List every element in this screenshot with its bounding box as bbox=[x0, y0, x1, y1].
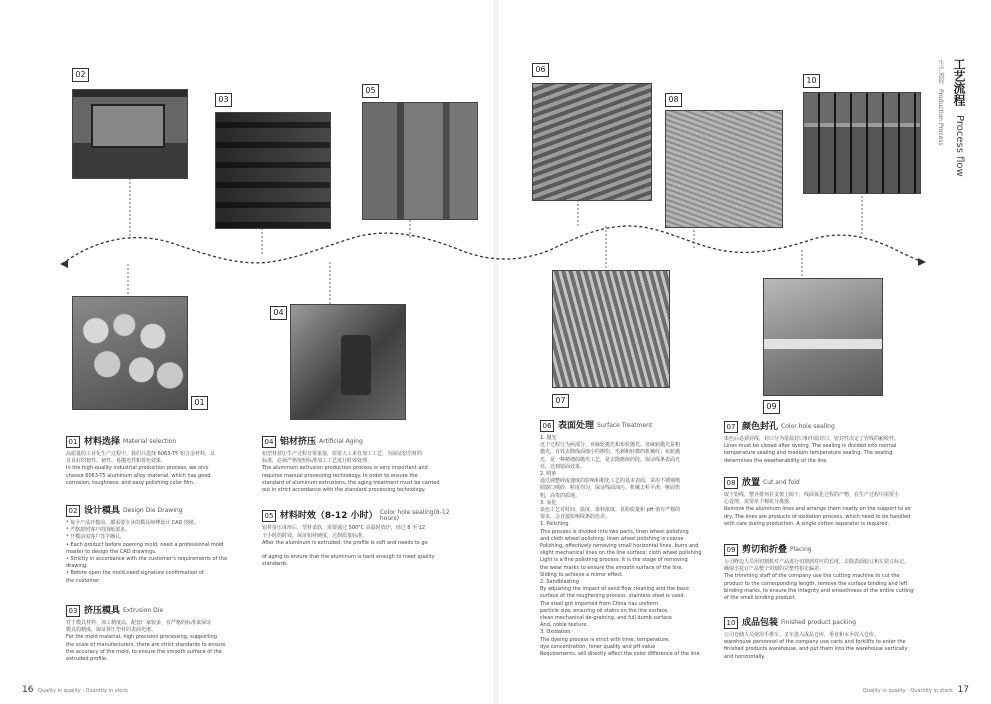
step-text-line: corrosion, toughness, and easy polishing color film. bbox=[66, 479, 195, 486]
step-text-line: In the high-quality industrial production process, we only bbox=[66, 465, 209, 472]
step-title-cn: 铝材挤压 bbox=[280, 436, 317, 447]
step-08 bbox=[724, 477, 932, 528]
step-text-line: For the mold material, high precision processing, supporting bbox=[66, 634, 218, 641]
step-text-line: 心处理，需要单个棉花分离器。 bbox=[724, 499, 795, 506]
step-text-line: extruded profile. bbox=[66, 656, 108, 663]
step-title-en: Cut and fold bbox=[763, 478, 800, 486]
step-text-line: with care during production. A single cotton separator is required. bbox=[724, 520, 890, 527]
step-header bbox=[262, 436, 470, 448]
photo-number-10: 10 bbox=[803, 74, 820, 88]
step-text-line: 公司修边人员用切割机对产品进行切割到对应的长度，去除表面胶订和左装订标记， bbox=[724, 559, 910, 565]
step-text-line: and horizontally. bbox=[724, 653, 766, 660]
step-text-line: The dyeing process is strict with time, temperature, bbox=[540, 636, 670, 643]
step-text-line: 抛光，有效去除线面细小的擦伤，毛刺和轻微的机械纹；布轮抛 bbox=[540, 449, 681, 456]
step-text-line: the customer. bbox=[66, 577, 101, 584]
photo-number-08: 08 bbox=[665, 93, 682, 107]
step-number: 02 bbox=[66, 505, 80, 517]
step-text-line: 3. Oxidation bbox=[540, 629, 571, 636]
step-header bbox=[262, 510, 470, 522]
step-text-line: clean mechanical de-graining, and full dumb surface bbox=[540, 615, 672, 622]
step-title-en: Finished product packing bbox=[781, 618, 857, 626]
photo-number-01: 01 bbox=[191, 396, 208, 410]
step-title-en: Surface Treatment bbox=[597, 421, 653, 429]
step-text-line: temperature sealing and medium temperature sealing. The sealing bbox=[724, 450, 893, 457]
step-text-line: of the small binding product. bbox=[724, 595, 797, 602]
timeline-arrow-left bbox=[60, 260, 68, 268]
step-07 bbox=[724, 421, 932, 465]
step-text-line: The steel grit imported from China has uniform bbox=[540, 600, 659, 607]
step-text-line: Sliding to achieve a mirror effect. bbox=[540, 571, 624, 578]
step-title-cn: 表面处理 bbox=[558, 420, 595, 431]
step-text-line: 光，是一种精细的抛光工艺，是去除磨痕的段，保证线条表面光 bbox=[540, 456, 681, 463]
step-04 bbox=[262, 436, 470, 494]
step-text-line: 确保小装订产品整个切割的完整性相无偏差。 bbox=[724, 566, 825, 573]
step-title-cn: 设计模具 bbox=[84, 505, 121, 516]
step-title-cn: 材料时效（8-12 小时） bbox=[279, 511, 378, 522]
step-text-line: master to design the CAD drawings. bbox=[66, 548, 157, 555]
photo-number-05: 05 bbox=[362, 84, 379, 98]
step-text-line: Polishing, effectively removing small horizontal lines, burrs and bbox=[540, 543, 699, 550]
step-09 bbox=[724, 544, 932, 602]
step-header bbox=[66, 605, 242, 617]
step-text-line: 公司仓储人员使用手推车、叉车进入成品仓库，垂直和水平放入仓库。 bbox=[724, 632, 880, 638]
step-number: 06 bbox=[540, 420, 554, 432]
step-title-en: Placing bbox=[790, 545, 812, 553]
step-number: 09 bbox=[724, 544, 738, 556]
step-text-line: Lines must be closed after dyeing. The sealing is divided into normal bbox=[724, 443, 897, 450]
step-text-line: standards bbox=[262, 561, 287, 568]
step-title-cn: 材料选择 bbox=[84, 436, 121, 447]
step-number: 10 bbox=[724, 617, 738, 629]
photo-number-03: 03 bbox=[215, 93, 232, 107]
step-text-line: 铝型材挤压生产过程非常重要，需要人工来自加工工艺，为保证铝型材的 bbox=[262, 451, 423, 457]
title-cn: 工艺流程 bbox=[952, 58, 966, 106]
step-text-line: the wear marks to ensure the smooth surface of the line. bbox=[540, 564, 683, 571]
step-text-line: slight mechanical lines on the line surface; cloth wheel polishing bbox=[540, 550, 702, 557]
step-text-line: warehouse personnel of the company use carts and forklifts to enter the bbox=[724, 639, 906, 646]
step-text-line: • Strictly in accordance with the customer's requirements of the bbox=[66, 556, 228, 563]
step-text-line: binding marks, to ensure the integrity and smoothness of the entire cutting bbox=[724, 587, 914, 594]
sealing-line-photo bbox=[665, 110, 783, 228]
step-text-line: of aging to ensure that the aluminum is hard enough to meet quality bbox=[262, 554, 435, 561]
step-text-line: 取下铝线，整齐排列在支架上晾干，线面氧化过程的产物，在生产过程中需要小 bbox=[724, 492, 900, 498]
step-title-en: Artificial Aging bbox=[319, 437, 363, 445]
step-text-line: 1. 抛光 bbox=[540, 435, 557, 441]
step-text-line bbox=[262, 547, 470, 553]
step-text-line: 1. Polishing bbox=[540, 521, 569, 528]
step-text-line: 通过调整砂流速度的影响和粗化工艺的基本表面，采用不锈钢喷 bbox=[540, 478, 681, 485]
step-text-line: 2. 喷砂 bbox=[540, 471, 557, 478]
step-text-line: After the aluminum is extruded, the profile is soft and needs to go bbox=[262, 539, 428, 546]
step-text-line: The aluminum extrusion production process is very important and bbox=[262, 465, 428, 472]
step-text-line: Remove the aluminum lines and arrange them neatly on the support to air bbox=[724, 506, 912, 513]
step-text-line: 这个过程分为两部分，亚麻轮抛光和布轮抛光。亚麻轮抛光是粗 bbox=[540, 442, 681, 449]
page-number-left: 16 bbox=[22, 685, 34, 695]
step-text-line: 铝材挤压成形后，型材柔软，需要通过 500°C 高温时效炉，经过 8 至 12 bbox=[262, 525, 426, 532]
step-header bbox=[66, 505, 242, 517]
step-text-line: dry. The lines are products of oxidation process, which need to be handled bbox=[724, 513, 911, 520]
step-text-line: 粗，高贵的质地。 bbox=[540, 492, 581, 499]
step-text-line: 高质量的工业化生产过程中，我们只选择 6063-T5 铝合金材料，具 bbox=[66, 451, 215, 457]
step-text-line: requires manual processing technology. In order to ensure the bbox=[262, 472, 418, 479]
page-title bbox=[949, 58, 969, 177]
step-text-line: • Before open the mold.need signature confirmation of bbox=[66, 570, 204, 577]
step-title-en: Material selection bbox=[123, 437, 177, 445]
step-header bbox=[724, 544, 932, 556]
mold-rack-photo bbox=[215, 112, 331, 229]
extrusion-machine-photo bbox=[290, 304, 406, 420]
step-text-line: product to the corresponding length, remove the surface binding and left bbox=[724, 580, 908, 587]
step-text-line: * 严格按照客户的图纸要求。 bbox=[66, 527, 131, 534]
footer-left-text: Quality in quality · Quantity in stock bbox=[38, 688, 129, 694]
step-text-line: particle size, ensuring oil stains on the line surface, bbox=[540, 607, 669, 614]
step-03 bbox=[66, 605, 242, 663]
step-text-line: the scale of manufacturers, there are strict standards to ensure bbox=[66, 641, 226, 648]
step-header bbox=[724, 421, 932, 433]
aluminum-billets-photo bbox=[72, 296, 188, 410]
step-number: 04 bbox=[262, 436, 276, 448]
footer-right bbox=[863, 685, 969, 695]
step-text-line: and cloth wheel polishing, linen wheel polishing is coarse bbox=[540, 535, 684, 542]
step-number: 03 bbox=[66, 605, 80, 617]
step-text-line: choose 6063-T5 aluminum alloy material, which has good bbox=[66, 472, 211, 479]
step-text-line: 个小时的时效，保证铝材硬度，达到质量标准。 bbox=[262, 532, 368, 539]
photo-number-02: 02 bbox=[72, 68, 89, 82]
step-02 bbox=[66, 505, 242, 585]
step-text-line: surface of the roughening process, stainless steel is used. bbox=[540, 593, 686, 600]
subtitle-en: Production Process bbox=[937, 88, 944, 146]
warehouse-photo bbox=[803, 92, 921, 194]
cad-screen-photo bbox=[72, 89, 188, 179]
step-title-en: Color hole sealing(8-12 hours) bbox=[379, 509, 450, 523]
step-text-line: 要求，会直接影响线条的色差。 bbox=[540, 514, 611, 521]
step-10 bbox=[724, 617, 932, 661]
photo-number-09: 09 bbox=[763, 400, 780, 414]
footer-right-text: Quality in quality · Quantity in stock bbox=[862, 688, 953, 694]
step-header bbox=[724, 617, 932, 629]
step-text-line: 2. Sandblasting bbox=[540, 579, 579, 586]
step-header bbox=[66, 436, 242, 448]
step-text-line: * 开模前需客户签字确认。 bbox=[66, 534, 126, 541]
page-subtitle bbox=[936, 60, 945, 146]
subtitle-cn: 生产流程 bbox=[937, 60, 944, 84]
step-text-line: out in strict accordance with the standard processing technology. bbox=[262, 487, 426, 494]
step-title-cn: 放置 bbox=[742, 477, 761, 488]
step-text-line: determines the weatherability of the line. bbox=[724, 457, 828, 464]
step-text-line: 有良好的韧性、韧性、易抛光性和着色效果。 bbox=[66, 458, 167, 465]
step-01 bbox=[66, 436, 242, 487]
step-text-line: Requirements, will directly affect the color difference of the line. bbox=[540, 651, 702, 658]
step-title-en: Extrusion Die bbox=[123, 606, 164, 614]
step-title-en: Design Die Drawing bbox=[123, 506, 183, 514]
photo-number-07: 07 bbox=[552, 394, 569, 408]
step-text-line: 标准，必须严格按照标准加工工艺进行时效处理。 bbox=[262, 458, 373, 465]
timeline-arrow-right bbox=[918, 258, 926, 266]
step-title-cn: 剪切和折叠 bbox=[742, 544, 788, 555]
step-header bbox=[540, 420, 718, 432]
step-text-line: And, noble texture. bbox=[540, 622, 589, 629]
step-text-line: By adjusting the impact of sand flow cleaning and the basic bbox=[540, 586, 690, 593]
step-text-line: 染色工艺对时间、温度、染料浓度、显粉质量和 pH 值有严格的 bbox=[540, 507, 681, 514]
step-header bbox=[724, 477, 932, 489]
aging-furnace-photo bbox=[362, 102, 478, 220]
step-text-line: * 每个产品开模前，都需要专业的模具师傅设计 CAD 图纸。 bbox=[66, 520, 200, 526]
step-number: 07 bbox=[724, 421, 738, 433]
photo-number-06: 06 bbox=[532, 63, 549, 77]
step-number: 05 bbox=[262, 510, 276, 522]
surface-treatment-photo bbox=[532, 83, 652, 201]
step-text-line: 对于模具材料、加工精度高，配套厂家较多，有严格的标准来保证 bbox=[66, 620, 212, 626]
step-text-line: The trimming staff of the company use the cutting machine to cut the bbox=[724, 573, 900, 580]
step-text-line: 3. 氧化 bbox=[540, 499, 557, 506]
step-number: 08 bbox=[724, 477, 738, 489]
cutting-worker-photo bbox=[763, 278, 883, 396]
page-number-right: 17 bbox=[957, 685, 969, 695]
footer-left bbox=[22, 685, 128, 695]
step-text-line: dye concentration, toner quality and pH value bbox=[540, 643, 656, 650]
step-06 bbox=[540, 420, 718, 658]
step-text-line: 圆器口喷砂，粒度均匀，保证线面油污，机械去粒平滑，哑面悟 bbox=[540, 485, 681, 492]
step-text-line: Light is a fine polishing process. It is the stage of removing bbox=[540, 557, 688, 564]
timeline-wave bbox=[62, 226, 922, 264]
step-text-line: standard of aluminum extrusions, the aging treatment must be carried bbox=[262, 479, 440, 486]
step-text-line: finished products warehouse, and put them into the warehouse vertically bbox=[724, 646, 908, 653]
step-title-en: Color hole sealing bbox=[781, 422, 835, 430]
step-text-line: drawing. bbox=[66, 563, 88, 570]
profile-bundle-photo bbox=[552, 270, 670, 388]
step-text-line: This process is divided into two parts, linen wheel polishing bbox=[540, 528, 689, 535]
title-en: Process flow bbox=[954, 115, 965, 177]
step-text-line: the accuracy of the mold, to ensure the smooth surface of the bbox=[66, 648, 222, 655]
photo-number-04: 04 bbox=[270, 306, 287, 320]
step-title-cn: 挤压模具 bbox=[84, 605, 121, 616]
step-text-line: 亮，达到镜面效果。 bbox=[540, 463, 586, 470]
step-text-line: 染色后必须封线，封口分为常温封口和中温封口，密封性决定了管线的耐候性。 bbox=[724, 436, 900, 442]
step-title-cn: 颜色封孔 bbox=[742, 421, 779, 432]
step-05 bbox=[262, 510, 470, 568]
step-number: 01 bbox=[66, 436, 80, 448]
step-title-cn: 成品包装 bbox=[742, 617, 779, 628]
step-text-line: • Each product before opening mold, need a professional mold bbox=[66, 541, 224, 548]
step-text-line: 模具的精度，保证挤压型材的表面光滑。 bbox=[66, 627, 157, 634]
